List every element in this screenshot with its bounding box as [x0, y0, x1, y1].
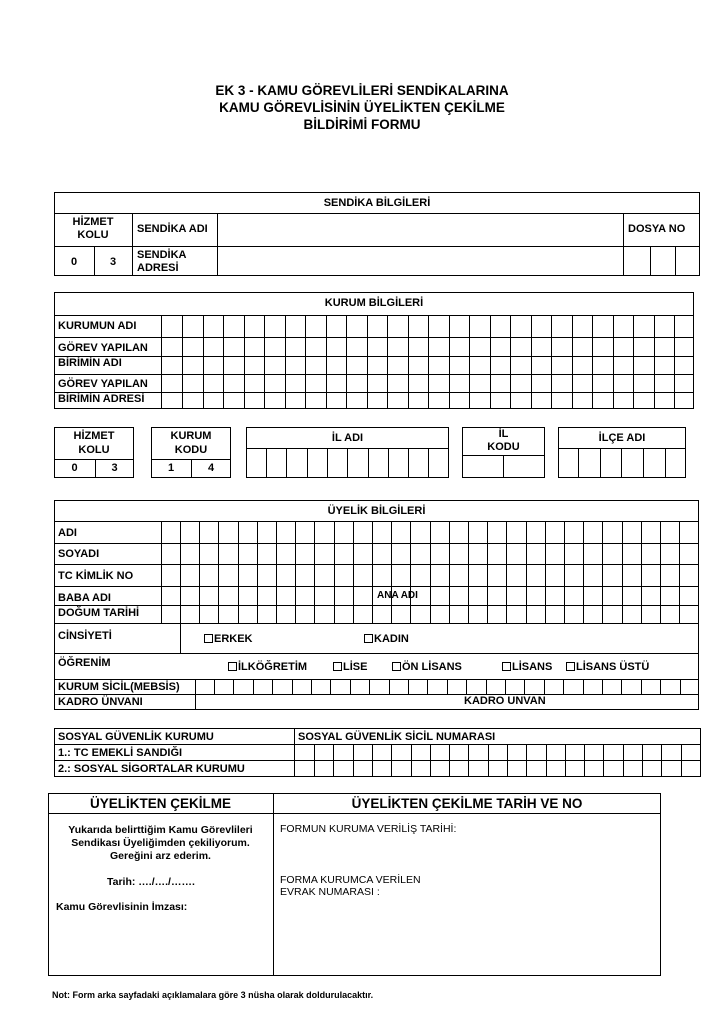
uyelik-cell-divider [468, 521, 469, 623]
uyelik-cell-divider [545, 521, 546, 623]
sosyal-option-emekli: 1.: TC EMEKLİ SANDIĞI [58, 747, 183, 759]
sosyal-cell-divider [488, 744, 489, 777]
il-cell-divider [347, 448, 348, 478]
ogrenim-option-ilkogretim[interactable]: İLKÖĞRETİM [228, 661, 307, 674]
uyelik-cell-divider [506, 521, 507, 623]
uyelik-cell-divider [199, 521, 200, 623]
footer-note: Not: Form arka sayfadaki açıklamalara göre 3 nüsha olarak doldurulacaktır. [52, 990, 374, 1000]
baba-adi-label: BABA ADI [58, 592, 111, 604]
kurum-cell-divider [428, 315, 429, 409]
teslim-tarihi-label: FORMUN KURUMA VERİLİŞ TARİHİ: [280, 823, 457, 835]
il-cell-divider [286, 448, 287, 478]
uyelik-header: ÜYELİK BİLGİLERİ [327, 505, 426, 517]
ilce-cell-divider [665, 448, 666, 478]
hizmet-kolu-digit: 3 [109, 256, 117, 268]
hizmet-kolu-digit: 0 [70, 256, 78, 268]
sendika-adi-label: SENDİKA ADI [137, 223, 208, 235]
kurum-cell-divider [408, 315, 409, 409]
sosyal-cell-divider [353, 744, 354, 777]
kurumun-adi-label: KURUMUN ADI [58, 320, 137, 332]
ilce-cell-divider [643, 448, 644, 478]
il-kodu-label: İL [498, 428, 509, 440]
kurum-cell-divider [346, 315, 347, 409]
sosyal-cell-divider [314, 744, 315, 777]
sosyal-cell-divider [681, 744, 682, 777]
uyelik-cell-divider [583, 521, 584, 623]
cekilme-right-header: ÜYELİKTEN ÇEKİLME TARİH VE NO [351, 796, 583, 811]
sicil-cell-divider [389, 679, 390, 694]
sicil-cell-divider [233, 679, 234, 694]
checkbox-icon[interactable] [566, 662, 575, 671]
ogrenim-option-lise[interactable]: LİSE [333, 661, 367, 674]
form-title-line3: BİLDİRİMİ FORMU [303, 117, 421, 132]
kurum-header: KURUM BİLGİLERİ [324, 297, 424, 309]
kurum-cell-divider [654, 315, 655, 409]
uyelik-cell-divider [449, 521, 450, 623]
sicil-cell-divider [466, 679, 467, 694]
uyelik-cell-divider [487, 521, 488, 623]
sicil-cell-divider [272, 679, 273, 694]
uyelik-cell-divider [564, 521, 565, 623]
sosyal-cell-divider [333, 744, 334, 777]
sicil-cell-divider [563, 679, 564, 694]
uyelik-row-divider [54, 623, 699, 624]
sicil-cell-divider [621, 679, 622, 694]
gorev-birim-adresi-label: GÖREV YAPILAN [58, 378, 148, 390]
sicil-cell-divider [544, 679, 545, 694]
kurum-cell-divider [326, 315, 327, 409]
uyelik-cell-divider [679, 521, 680, 623]
kurum-cell-divider [510, 315, 511, 409]
gorev-birim-adi-label: GÖREV YAPILAN [58, 342, 148, 354]
ogrenim-option-on-lisans[interactable]: ÖN LİSANS [392, 661, 462, 674]
ilce-cell-divider [600, 448, 601, 478]
hizmet-kolu-label: HİZMET [72, 216, 114, 228]
sendika-adresi-label-2: ADRESİ [137, 262, 179, 274]
sicil-cell-divider [680, 679, 681, 694]
il-cell-divider [408, 448, 409, 478]
sicil-cell-divider [641, 679, 642, 694]
il-cell-divider [368, 448, 369, 478]
hizmet-kolu-code-label: HİZMET [73, 430, 115, 442]
adi-label: ADI [58, 527, 77, 539]
erkek-option[interactable]: ERKEK [204, 633, 253, 646]
hizmet-kolu-label-2: KOLU [77, 229, 109, 241]
hizmet-kolu-code-digit: 3 [111, 462, 118, 474]
il-cell-divider [266, 448, 267, 478]
il-cell-divider [327, 448, 328, 478]
uyelik-cell-divider [410, 521, 411, 623]
sicil-cell-divider [583, 679, 584, 694]
il-kodu-label-2: KODU [487, 441, 520, 453]
hizmet-kolu-code-digit: 0 [71, 462, 78, 474]
uyelik-cell-divider [334, 521, 335, 623]
ilce-adi-label: İLÇE ADI [598, 432, 646, 444]
checkbox-icon[interactable] [364, 634, 373, 643]
dogum-tarihi-label: DOĞUM TARİHİ [58, 607, 140, 619]
tarih-label: Tarih: …./…./……. [107, 876, 195, 888]
sosyal-cell-divider [584, 744, 585, 777]
sosyal-cell-divider [468, 744, 469, 777]
checkbox-icon[interactable] [392, 662, 401, 671]
uyelik-cell-divider [295, 521, 296, 623]
kurum-cell-divider [367, 315, 368, 409]
sendika-adresi-field[interactable] [218, 247, 622, 275]
form-title-line1: EK 3 - KAMU GÖREVLİLERİ SENDİKALARINA [215, 83, 509, 98]
kurum-cell-divider [182, 315, 183, 409]
sosyal-cell-divider [391, 744, 392, 777]
hizmet-kolu-code-label-2: KOLU [78, 444, 110, 456]
kurum-cell-divider [551, 315, 552, 409]
sicil-cell-divider [311, 679, 312, 694]
sicil-cell-divider [524, 679, 525, 694]
sosyal-cell-divider [507, 744, 508, 777]
kurum-cell-divider [387, 315, 388, 409]
uyelik-cell-divider [276, 521, 277, 623]
sosyal-cell-divider [661, 744, 662, 777]
sicil-cell-divider [292, 679, 293, 694]
checkbox-icon[interactable] [502, 662, 511, 671]
sosyal-cell-divider [430, 744, 431, 777]
kurum-cell-divider [285, 315, 286, 409]
uyelik-cell-divider [372, 521, 373, 623]
kurum-cell-divider [531, 315, 532, 409]
sicil-cell-divider [350, 679, 351, 694]
uyelik-cell-divider [430, 521, 431, 623]
sicil-cell-divider [214, 679, 215, 694]
kurum-cell-divider [572, 315, 573, 409]
cekilme-statement-3: Gereğini arz ederim. [110, 850, 211, 862]
il-adi-label: İL ADI [331, 432, 364, 444]
uyelik-row-divider [54, 694, 699, 695]
kurum-cell-divider [223, 315, 224, 409]
sicil-cell-divider [660, 679, 661, 694]
kurum-kodu-digit: 1 [167, 462, 175, 474]
uyelik-cell-divider [218, 521, 219, 623]
sicil-cell-divider [330, 679, 331, 694]
sosyal-cell-divider [449, 744, 450, 777]
soyadi-label: SOYADI [58, 548, 100, 560]
sosyal-guvenlik-kurumu-label: SOSYAL GÜVENLİK KURUMU [58, 731, 214, 743]
kurum-kodu-label: KURUM [170, 430, 212, 442]
kurum-cell-divider [613, 315, 614, 409]
sosyal-cell-divider [623, 744, 624, 777]
sicil-cell-divider [505, 679, 506, 694]
ogrenim-option-lisans[interactable]: LİSANS [502, 661, 552, 674]
evrak-numarasi-label-2: EVRAK NUMARASI : [280, 886, 380, 898]
sicil-cell-divider [369, 679, 370, 694]
gorev-birim-adresi-label-2: BİRİMİN ADRESİ [58, 393, 145, 405]
kurum-cell-divider [244, 315, 245, 409]
cekilme-statement: Yukarıda belirttiğim Kamu Görevlileri [68, 824, 253, 836]
evrak-numarasi-label: FORMA KURUMCA VERİLEN [280, 874, 421, 886]
sicil-cell-divider [447, 679, 448, 694]
kurum-cell-divider [203, 315, 204, 409]
uyelik-cell-divider [660, 521, 661, 623]
uyelik-cell-divider [391, 521, 392, 623]
kurum-kodu-digit: 4 [207, 462, 215, 474]
il-cell-divider [388, 448, 389, 478]
ogrenim-label: ÖĞRENİM [58, 657, 111, 669]
kurum-cell-divider [633, 315, 634, 409]
ana-adi-label: ANA ADI [377, 590, 418, 601]
sicil-cell-divider [253, 679, 254, 694]
sendika-header: SENDİKA BİLGİLERİ [323, 197, 431, 209]
kadin-option[interactable]: KADIN [364, 633, 409, 646]
sicil-cell-divider [602, 679, 603, 694]
il-cell-divider [428, 448, 429, 478]
kurum-kodu-label-2: KODU [174, 444, 208, 456]
ilce-cell-divider [621, 448, 622, 478]
kadro-unvani-label: KADRO ÜNVANI [58, 696, 143, 708]
kurum-cell-divider [264, 315, 265, 409]
sicil-cell-divider [408, 679, 409, 694]
kurum-sicil-label: KURUM SİCİL(MEBSİS) [58, 681, 180, 693]
kurum-cell-divider [469, 315, 470, 409]
uyelik-row-divider [54, 653, 699, 654]
sicil-cell-divider [486, 679, 487, 694]
tc-kimlik-label: TC KİMLİK NO [58, 570, 134, 582]
cekilme-left-header: ÜYELİKTEN ÇEKİLME [89, 796, 231, 811]
sosyal-cell-divider [603, 744, 604, 777]
gorev-birim-adi-label-2: BİRİMİN ADI [58, 357, 122, 369]
kurum-cell-divider [449, 315, 450, 409]
form-title-line2: KAMU GÖREVLİSİNİN ÜYELİKTEN ÇEKİLME [219, 100, 505, 115]
sosyal-cell-divider [526, 744, 527, 777]
uyelik-cell-divider [238, 521, 239, 623]
uyelik-cell-divider [526, 521, 527, 623]
sosyal-option-ssk: 2.: SOSYAL SİGORTALAR KURUMU [58, 763, 245, 775]
sendika-adi-field[interactable] [218, 214, 622, 245]
uyelik-cell-divider [602, 521, 603, 623]
uyelik-cell-divider [622, 521, 623, 623]
uyelik-cell-divider [353, 521, 354, 623]
uyelik-cell-divider [314, 521, 315, 623]
sicil-cell-divider [427, 679, 428, 694]
sosyal-cell-divider [546, 744, 547, 777]
kurum-cell-divider [305, 315, 306, 409]
sosyal-cell-divider [642, 744, 643, 777]
ogrenim-option-lisans-ustu[interactable]: LİSANS ÜSTÜ [566, 661, 649, 674]
sosyal-cell-divider [411, 744, 412, 777]
uyelik-cell-divider [180, 521, 181, 623]
kurum-cell-divider [490, 315, 491, 409]
kadro-unvan-label: KADRO UNVAN [464, 695, 546, 707]
checkbox-icon[interactable] [228, 662, 237, 671]
sosyal-cell-divider [565, 744, 566, 777]
dosya-no-label: DOSYA NO [628, 223, 686, 235]
il-cell-divider [307, 448, 308, 478]
uyelik-cell-divider [641, 521, 642, 623]
cinsiyeti-label: CİNSİYETİ [58, 630, 112, 642]
sosyal-guvenlik-sicil-label: SOSYAL GÜVENLİK SİCİL NUMARASI [298, 731, 496, 743]
sosyal-cell-divider [372, 744, 373, 777]
checkbox-icon[interactable] [204, 634, 213, 643]
ilce-cell-divider [578, 448, 579, 478]
checkbox-icon[interactable] [333, 662, 342, 671]
cekilme-statement-2: Sendikası Üyeliğimden çekiliyorum. [71, 837, 250, 849]
kurum-cell-divider [674, 315, 675, 409]
imza-label: Kamu Görevlisinin İmzası: [56, 901, 188, 913]
sendika-adresi-label: SENDİKA [137, 249, 187, 261]
kurum-cell-divider [592, 315, 593, 409]
uyelik-cell-divider [257, 521, 258, 623]
